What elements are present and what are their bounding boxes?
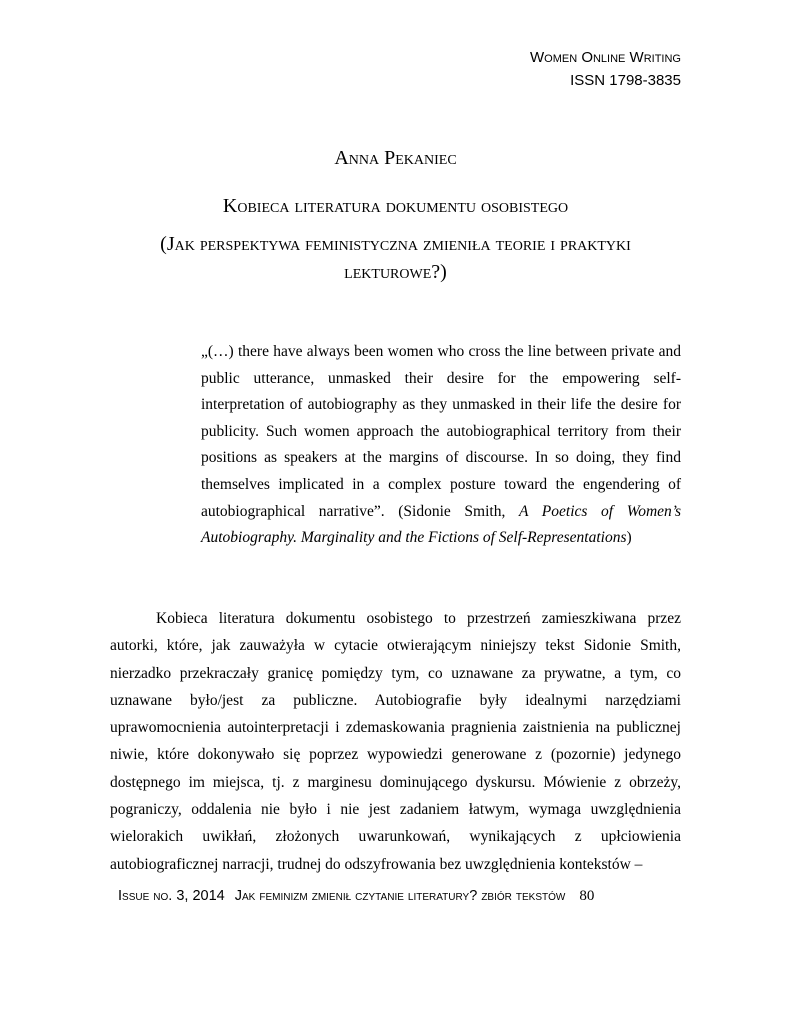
footer-volume-title: Jak feminizm zmienił czytanie literatury? zbiór tekstów: [234, 888, 566, 904]
epigraph-source-title: A Poetics of Women’s Autobiography. Marginality and the Fictions of Self-Representations: [201, 502, 681, 547]
article-title: Kobieca literatura dokumentu osobistego: [222, 195, 569, 217]
journal-name: Women Online Writing: [530, 49, 681, 66]
page-number: 80: [579, 888, 595, 904]
body-paragraph: Kobieca literatura dokumentu osobistego to przestrzeń zamieszkiwana przez autorki, które, jak zauważyła w cytacie otwierającym niniejszy tekst Sidonie Smith, nierzadko przekraczały granicę pomiędzy tym, co uznawane za prywatne, a tym, co uznawane było/jest za publiczne. Autobiografie były idealnymi narzędziami uprawomocnienia autointerpretacji i zdemaskowania pragnienia zaistnienia na publicznej niwie, które dokonywało się poprzez wypowiedzi generowane z (pozornie) jedynego dostępnego im miejsca, tj. z marginesu dominującego dyskursu. Mówienie z obrzeży, pograniczy, oddalenia nie było i nie jest zadaniem łatwym, wymaga uwzględnienia wielorakich uwikłań, złożonych uwarunkowań, wynikających z upłciowienia autobiograficznej narracji, trudnej do odszyfrowania bez uwzględnienia kontekstów –: [110, 610, 681, 873]
epigraph-closing: ): [626, 529, 632, 547]
page-footer: [118, 888, 594, 905]
footer-issue: Issue no. 3, 2014: [118, 888, 225, 904]
epigraph-quote: „(…) there have always been women who cross the line between private and public utterance, unmasked their desire for the empowering self-interpretation of autobiography as they unmasked in their life the desire for publicity. Such women approach the autobiographical territory from their positions as speakers at the margins of discourse. In so doing, they find themselves implicated in a complex posture toward the engendering of autobiographical narrative”. (Sidonie Smith,: [201, 343, 681, 520]
epigraph: [201, 339, 681, 552]
article-subtitle: (Jak perspektywa feministyczna zmieniła teorie i praktyki lekturowe?): [160, 233, 631, 283]
title-block: [100, 144, 691, 286]
author-name: Anna Pekaniec: [334, 147, 457, 169]
journal-header: [530, 46, 681, 92]
issn: ISSN 1798-3835: [570, 72, 681, 89]
